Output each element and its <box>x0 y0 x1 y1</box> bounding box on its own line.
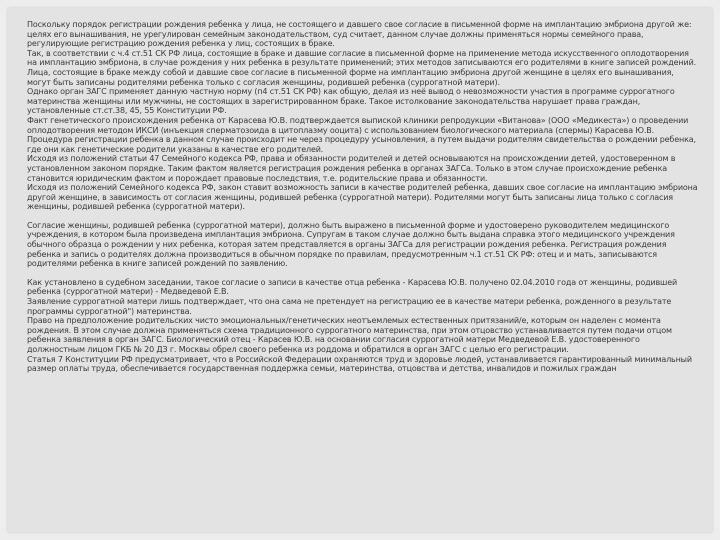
paragraph-3: Лица, состоящие в браке между собой и давшие свое согласие в письменной форме на имплантацию эмбриона другой женщине в целях его вынашивания, могут быть записаны родителями ребенка только с согласия женщины, родившей ребенка (суррогатной матери). <box>27 67 674 87</box>
paragraph-4: Однако орган ЗАГС применяет данную частную норму (п4 ст.51 СК РФ) как общую, делая из неё вывод о невозможности участия в программе суррогатного материнства женщины или мужчины, не состоящих в зарегистрированном браке. Такое истолкование законодательства нарушает права граждан, установленные ст.ст.38, 45, 55 Конституции РФ. <box>27 87 675 116</box>
paragraph-2: Так, в соответствии с ч.4 ст.51 СК РФ лица, состоящие в браке и давшие согласие в письменной форме на применение метода искусственного оплодотворения на имплантацию эмбриона, в случае рождения у них ребенка в результате применений; этих методов записываются его родителями в книге записей рождений. <box>27 48 697 68</box>
paragraph-11: Заявление суррогатной матери лишь подтверждает, что она сама не претендует на регистрацию ее в качестве матери ребенка, рожденного в результате программы суррогатной") материнства. <box>27 297 672 316</box>
paragraph-13: Статья 7 Конституции РФ предусматривает, что в Российской Федерации охраняются труд и здоровье людей, устанавливается гарантированный минимальный размер оплаты труда, обеспечивается государственная поддержка семьи, материнства, отцовства и детства, инвалидов и пожилых граждан <box>27 354 692 374</box>
paragraph-6: Процедура регистрации ребенка в данном случае происходит не через процедуру усыновления, а путем выдачи родителям свидетельства о рождении ребенка, где они как генетические родители указаны в качестве его родителей. <box>27 135 696 154</box>
paragraph-10: Как установлено в судебном заседании, такое согласие о записи в качестве отца ребенка - Карасева Ю.В. получено 02.04.2010 года от женщины, родившей ребенка (суррогатной матери) - Медведевой Е.В. <box>27 277 678 297</box>
paragraph-7: Исходя из положений статьи 47 Семейного кодекса РФ, права и обязанности родителей и детей основываются на происхождении детей, удостоверенном в установленном законом порядке. Таким фактом является регистрация рождения ребенка в органах ЗАГСа. Только в этом случае происхождение ребенка становится юридическим фактом и порождает правовые последствия, т.е. родительские права и обязанности. <box>27 154 676 183</box>
paragraph-12: Право на предположение родительских чисто эмоциональных/генетических неотъемлемых естественных притязаний/е, которым он наделен с момента рождения. В этом случае должна применяться схема традиционного суррогатного материнства, при этом отцовство устанавливается путем подачи отцом ребенка заявления в орган ЗАГС. Биологический отец - Карасев Ю.В. на основании согласия суррогатной матери Медведевой Е.В. удостоверенного должностным лицом ГКБ № 20 ДЗ г. Москвы обрел своего ребенка из роддома и обратился в орган ЗАГС с целью его регистрации. <box>27 316 672 354</box>
paragraph-9: Согласие женщины, родившей ребенка (суррогатной матери), должно быть выражено в письменной форме и удостоверено руководителем медицинского учреждения, в котором была произведена имплантация эмбриона. Супругам в таком случае должно быть выдана справка этого медицинского учреждения обычного образца о рождении у них ребенка, которая затем представляется в органы ЗАГСа для регистрации рождения ребенка. Регистрация рождения ребенка и запись о родителях должна производиться в обычном порядке по правилам, предусмотренным ч.1 ст.51 СК РФ: отец и и мать, записываются родителями ребенка в книге записей рождений по заявлению. <box>27 220 675 269</box>
document-body <box>27 20 699 374</box>
document-slide <box>8 8 712 532</box>
paragraph-8: Исходя из положений Семейного кодекса РФ, закон ставит возможность записи в качестве родителей ребенка, давших свое согласие на имплантацию эмбриона другой женщине, в зависимость от согласия женщины, родившей ребенка (суррогатной матери). Родителями могут быть записаны лица только с согласия женщины, родившей ребенка (суррогатной матери). <box>27 183 698 212</box>
paragraph-5: Факт генетического происхождения ребенка от Карасева Ю.В. подтверждается выпиской клиники репродукции «Витанова» (ООО «Медикеста») о проведении оплодотворения методом ИКСИ (инъекция сперматозоида в цитоплазму ооцита) с использованием биологического материала (спермы) Карасева Ю.В. <box>27 115 689 135</box>
paragraph-1: Поскольку порядок регистрации рождения ребенка у лица, не состоящего и давшего свое согласие в письменной форме на имплантацию эмбриона другой же: целях его вынашивания, не урегулирован семейным законодательством, суд считает, данном случае должны применяться нормы семейного права, регулирующие регистрацию рождения ребенка у лиц, состоящих в браке. <box>27 20 692 49</box>
